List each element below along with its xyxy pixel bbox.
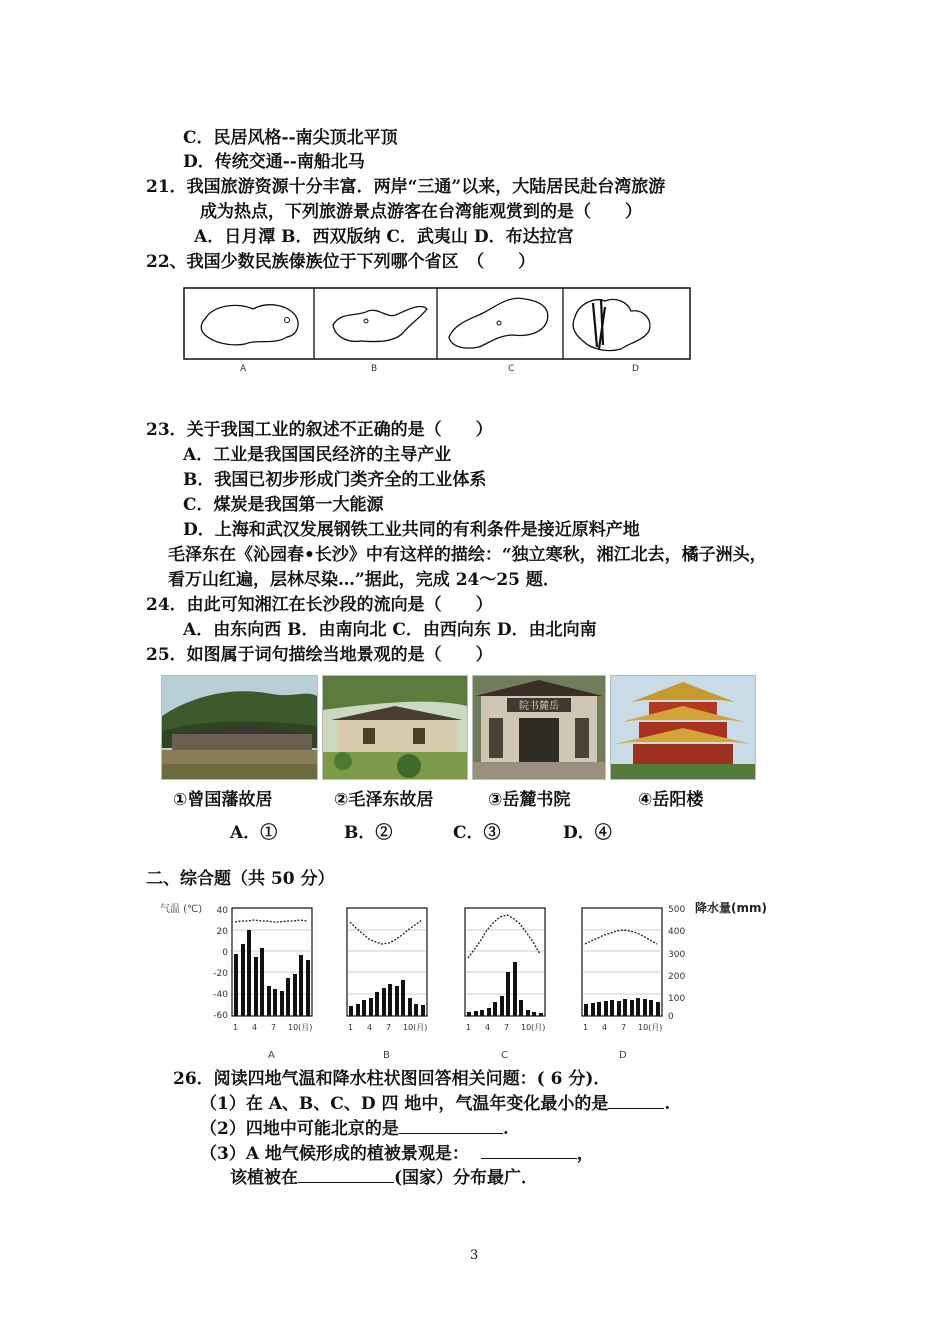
photo-yueyang-tower: [610, 675, 756, 780]
map-label-d: D: [632, 364, 639, 374]
climate-charts: [150, 900, 950, 1070]
poem-intro-cont: 看万山红遍，层林尽染…”据此，完成 24～25 题．: [168, 570, 560, 590]
svg-text:1: 1: [583, 1023, 589, 1032]
svg-text:10(月): 10(月): [521, 1023, 546, 1032]
precip-axis-title: 降水量(mm): [695, 901, 767, 915]
map-c-outline: [449, 298, 548, 348]
climate-chart-b: [347, 908, 427, 1061]
q23-option-a: A．工业是我国国民经济的主导产业: [183, 445, 452, 465]
map-a-outline: [201, 305, 298, 345]
temp-axis-title: 气温 (℃): [160, 904, 203, 915]
svg-text:1: 1: [348, 1023, 354, 1032]
svg-text:-60: -60: [213, 1011, 228, 1021]
temp-axis: [213, 906, 228, 1021]
svg-text:4: 4: [485, 1023, 491, 1032]
svg-text:200: 200: [668, 972, 686, 982]
svg-text:100: 100: [668, 994, 686, 1004]
province-maps: [183, 287, 691, 360]
photo-mao-zedong-residence: [322, 675, 468, 780]
q26-part-1: （1）在 A、B、C、D 四 地中，气温年变化最小的是 .: [200, 1094, 671, 1114]
svg-text:20: 20: [216, 927, 228, 937]
map-label-c: C: [508, 364, 515, 374]
q21-stem-cont: 成为热点，下列旅游景点游客在台湾能观赏到的是（ ）: [200, 202, 642, 222]
answer-blank-2[interactable]: [399, 1117, 503, 1134]
svg-text:4: 4: [367, 1023, 373, 1032]
svg-text:1: 1: [233, 1023, 239, 1032]
section-2-title: 二、综合题（共 50 分）: [146, 869, 335, 889]
q21-options: A．日月潭 B．西双版纳 C．武夷山 D．布达拉宫: [194, 227, 574, 247]
answer-blank-3[interactable]: [481, 1142, 577, 1159]
svg-text:0: 0: [222, 948, 228, 958]
answer-blank-1[interactable]: [608, 1092, 664, 1109]
photo-zeng-guofan-residence: [161, 675, 318, 780]
q25-option-b: B．②: [344, 823, 393, 843]
poem-intro: 毛泽东在《沁园春•长沙》中有这样的描绘：“独立寒秋，湘江北去，橘子洲头，: [168, 545, 767, 565]
svg-text:-20: -20: [213, 969, 228, 979]
chart-label-c: C: [501, 1050, 508, 1061]
photo-caption-1: ①曾国藩故居: [173, 790, 273, 810]
svg-text:7: 7: [271, 1023, 277, 1032]
q24-stem: 24．由此可知湘江在长沙段的流向是（ ）: [146, 595, 493, 615]
svg-text:10(月): 10(月): [288, 1023, 313, 1032]
svg-text:1: 1: [466, 1023, 472, 1032]
svg-text:500: 500: [668, 905, 686, 915]
climate-chart-c: [465, 908, 545, 1061]
map-label-b: B: [371, 364, 378, 374]
chart-label-d: D: [619, 1050, 627, 1061]
q23-option-c: C．煤炭是我国第一大能源: [183, 495, 384, 515]
svg-text:10(月): 10(月): [638, 1023, 663, 1032]
photo-yuelu-academy: [472, 675, 606, 780]
photo-caption-2: ②毛泽东故居: [334, 790, 434, 810]
precip-axis: [668, 905, 685, 1022]
map-label-a: A: [240, 364, 247, 374]
q26-part-4: 该植被在 (国家）分布最广．: [230, 1168, 539, 1188]
climate-chart-d: [582, 908, 662, 1061]
svg-text:7: 7: [386, 1023, 392, 1032]
svg-text:-40: -40: [213, 990, 228, 1000]
svg-text:7: 7: [504, 1023, 510, 1032]
academy-sign: 院书麓岳: [519, 701, 559, 712]
q25-option-a: A．①: [230, 823, 278, 843]
q24-options: A．由东向西 B．由南向北 C．由西向东 D．由北向南: [183, 620, 597, 640]
q26-stem: 26．阅读四地气温和降水柱状图回答相关问题：( 6 分)．: [173, 1069, 611, 1089]
svg-text:40: 40: [216, 906, 228, 916]
photo-caption-4: ④岳阳楼: [638, 790, 704, 810]
svg-text:4: 4: [252, 1023, 258, 1032]
q20-option-d: D．传统交通--南船北马: [183, 152, 365, 172]
svg-text:10(月): 10(月): [403, 1023, 428, 1032]
q21-stem: 21．我国旅游资源十分丰富．两岸“三通”以来，大陆居民赴台湾旅游: [146, 177, 666, 197]
map-b-outline: [333, 306, 427, 341]
svg-text:300: 300: [668, 950, 686, 960]
svg-text:4: 4: [602, 1023, 608, 1032]
q23-option-d: D．上海和武汉发展钢铁工业共同的有利条件是接近原料产地: [183, 520, 640, 540]
map-d-outline: [573, 299, 650, 350]
q20-option-c: C．民居风格--南尖顶北平顶: [183, 128, 398, 148]
q25-option-d: D．④: [563, 823, 612, 843]
q23-stem: 23．关于我国工业的叙述不正确的是（ ）: [146, 420, 493, 440]
q26-part-2: （2）四地中可能北京的是 .: [200, 1119, 509, 1139]
q23-option-b: B．我国已初步形成门类齐全的工业体系: [183, 470, 487, 490]
chart-label-b: B: [383, 1050, 390, 1061]
svg-text:0: 0: [668, 1012, 674, 1022]
q25-option-c: C．③: [453, 823, 501, 843]
q25-stem: 25．如图属于词句描绘当地景观的是（ ）: [146, 645, 493, 665]
q26-part-3: （3）A 地气候形成的植被景观是： ，: [200, 1144, 594, 1164]
page-number: 3: [470, 1248, 479, 1263]
chart-label-a: A: [268, 1050, 275, 1061]
svg-text:400: 400: [668, 927, 686, 937]
climate-chart-a: [232, 908, 312, 1061]
svg-text:7: 7: [621, 1023, 627, 1032]
q22-stem: 22、我国少数民族傣族位于下列哪个省区 （ ）: [146, 252, 536, 272]
answer-blank-4[interactable]: [298, 1166, 394, 1183]
photo-caption-3: ③岳麓书院: [488, 790, 571, 810]
